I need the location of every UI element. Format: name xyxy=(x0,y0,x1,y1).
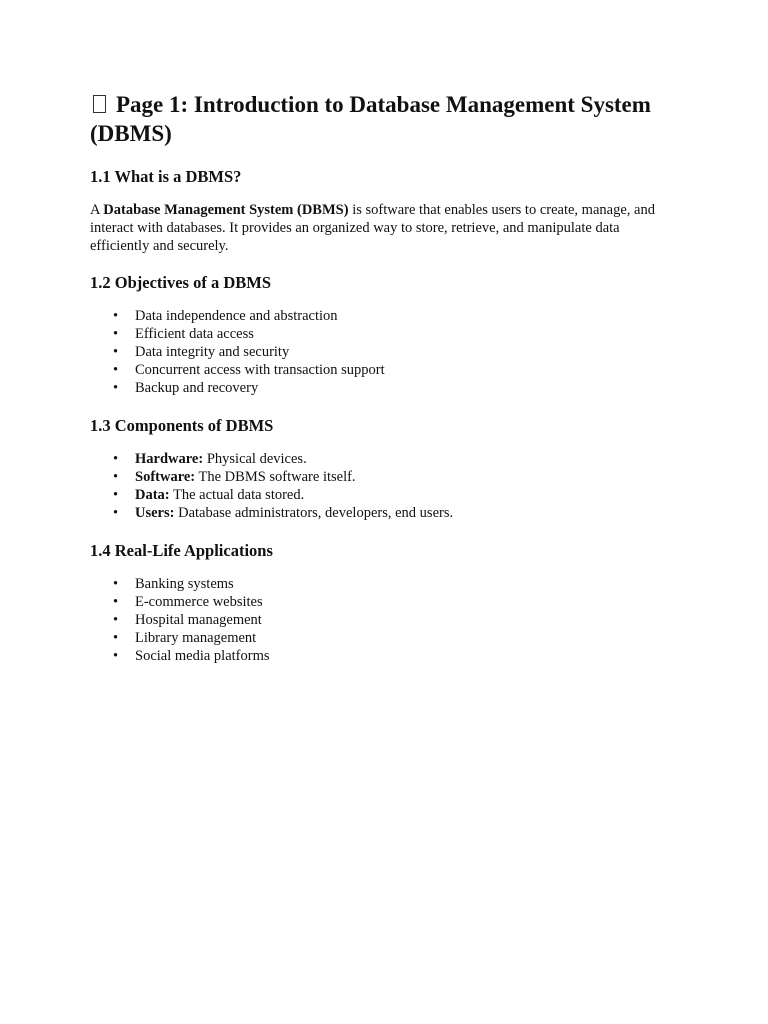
list-item xyxy=(90,343,680,361)
list-item-text: Efficient data access xyxy=(135,326,254,342)
bullet-icon: • xyxy=(113,594,119,610)
bullet-icon: • xyxy=(113,487,119,503)
bullet-icon: • xyxy=(113,648,119,664)
dbms-term: Database Management System (DBMS) xyxy=(103,202,349,218)
page-title xyxy=(90,90,680,148)
bullet-icon: • xyxy=(113,344,119,360)
bullet-icon: • xyxy=(113,380,119,396)
component-term: Users: xyxy=(135,505,175,521)
list-item-text: Data integrity and security xyxy=(135,344,290,360)
bullet-icon: • xyxy=(113,612,119,628)
section-heading-applications: 1.4 Real-Life Applications xyxy=(90,541,273,560)
list-item-text: Social media platforms xyxy=(135,648,270,664)
section-heading-objectives: 1.2 Objectives of a DBMS xyxy=(90,273,272,292)
list-item xyxy=(90,450,680,468)
bullet-icon: • xyxy=(113,308,119,324)
list-item xyxy=(90,647,680,665)
list-item xyxy=(90,486,680,504)
document-page xyxy=(90,90,680,684)
bullet-icon: • xyxy=(113,469,119,485)
list-item xyxy=(90,575,680,593)
component-term: Software: xyxy=(135,469,196,485)
list-item xyxy=(90,629,680,647)
component-desc: The DBMS software itself. xyxy=(195,469,356,485)
list-item xyxy=(90,361,680,379)
section-heading-components: 1.3 Components of DBMS xyxy=(90,416,274,435)
component-desc: Database administrators, developers, end users. xyxy=(174,505,454,521)
dbms-definition-paragraph xyxy=(90,201,680,255)
list-item xyxy=(90,307,680,325)
bullet-icon: • xyxy=(113,505,119,521)
page-title-text: Page 1: Introduction to Database Management System (DBMS) xyxy=(90,92,651,146)
bullet-icon: • xyxy=(113,630,119,646)
list-item xyxy=(90,504,680,522)
list-item-text: Data independence and abstraction xyxy=(135,308,338,324)
paragraph-text-body: is software that enables users to create, manage, and interact with databases. It provides an organized way to store, retrieve, and manipulate data efficiently and securely. xyxy=(90,202,655,254)
component-desc: Physical devices. xyxy=(203,451,307,467)
missing-glyph-icon xyxy=(93,95,106,113)
bullet-icon: • xyxy=(113,451,119,467)
bullet-icon: • xyxy=(113,576,119,592)
bullet-icon: • xyxy=(113,326,119,342)
list-item-text: Library management xyxy=(135,630,257,646)
list-item xyxy=(90,593,680,611)
list-item-text: E-commerce websites xyxy=(135,594,263,610)
bullet-icon: • xyxy=(113,362,119,378)
list-item xyxy=(90,325,680,343)
components-list xyxy=(90,450,680,522)
component-term: Hardware: xyxy=(135,451,204,467)
section-heading-what-is-dbms: 1.1 What is a DBMS? xyxy=(90,167,242,186)
list-item xyxy=(90,379,680,397)
component-desc: The actual data stored. xyxy=(169,487,305,503)
list-item-text: Concurrent access with transaction support xyxy=(135,362,385,378)
list-item xyxy=(90,468,680,486)
list-item-text: Backup and recovery xyxy=(135,380,259,396)
list-item xyxy=(90,611,680,629)
paragraph-text-lead: A xyxy=(90,202,104,218)
list-item-text: Banking systems xyxy=(135,576,234,592)
component-term: Data: xyxy=(135,487,170,503)
applications-list xyxy=(90,575,680,665)
list-item-text: Hospital management xyxy=(135,612,262,628)
objectives-list xyxy=(90,307,680,397)
